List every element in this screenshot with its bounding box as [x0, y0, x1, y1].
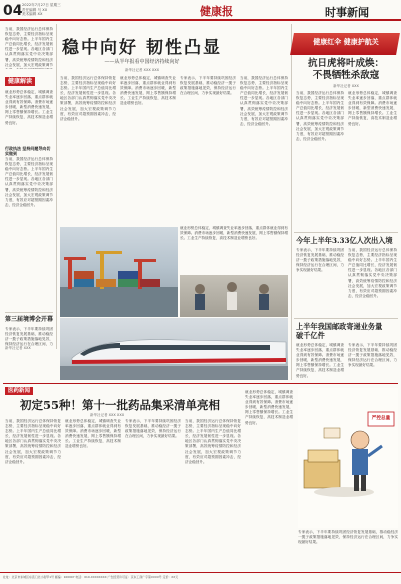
feature-byline: 新华社记者 XXX [333, 84, 359, 88]
lead-body-col-2: 就业形势总体稳定，城镇调查失业率逐步回落，重点群体就业得到有效保障。消费市场逐步回暖，新型消费快速发展，网上零售额保持增长。工业生产持续恢复，高技术制造业增势良好。 [120, 76, 176, 106]
bottom-section-tag: 医药新闻 [5, 387, 33, 395]
bottom-text-col-4: 当前，我国经济运行总体保持恢复态势，主要经济指标呈现稳中向好态势。上半年国内生产总值同比增长，经济发展韧性进一步显现。各地区各部门认真贯彻落实党中央决策部署，高效统筹疫情防控和经济社会发展，加大宏观政策调节力度，有效应对超预期因素冲击，经济企稳回升。 [185, 419, 241, 464]
entry-exit-headline: 今年上半年3.33亿人次出入境 [296, 236, 393, 245]
lead-headline: 稳中向好 韧性凸显 [62, 38, 222, 58]
bottom-text-col-3: 专家表示，下半年要持续巩固经济恢复发展基础，推动稳经济一揽子政策措施落地见效，保持经济运行在合理区间，力争实现最好结果。 [125, 419, 181, 439]
footer-text: 社址：北京市东城区东直门北小街甲1号 邮编：100007 电话：010-XXXXXXXX 广告经营许可证：京东工商广字第XXXX号 定价：XX元 [3, 575, 179, 579]
lead-byline: 新华社记者 XXX XXX [124, 68, 160, 72]
cartoon-sign-text: 严控总量 [371, 416, 391, 421]
date-block [22, 3, 61, 17]
port-photo-graphic [60, 227, 178, 317]
left-subhead: 行政执法 坚持问题导向切实做到 [5, 146, 51, 156]
expo-headline: 第三届境博会开幕 [5, 316, 54, 323]
designer-line: 美术编辑 XX [22, 12, 43, 17]
bottom-text-col-5: 就业形势总体稳定，城镇调查失业率逐步回落，重点群体就业得到有效保障。消费市场逐步回暖，新型消费快速发展，网上零售额保持增长。工业生产持续恢复，高技术制造业增势良好。 [245, 390, 293, 425]
bottom-section-rule [3, 383, 398, 384]
lead-deck: ——从半年报看中国经济持续向好 [104, 59, 180, 65]
expo-byline: 新华社记者 XXX [5, 346, 31, 350]
feature-banner-text: 健康红伞 健康护航关 [313, 38, 379, 46]
postal-headline-2: 破千亿件 [296, 331, 325, 340]
bottom-text-col-2: 就业形势总体稳定，城镇调查失业率逐步回落，重点群体就业得到有效保障。消费市场逐步回暖，新型消费快速发展，网上零售额保持增长。工业生产持续恢复，高技术制造业增势良好。 [65, 419, 121, 449]
page-number: 04 [3, 3, 23, 19]
editor-line: 责任编辑 马 XX [22, 7, 48, 12]
cartoon-illustration [298, 388, 398, 528]
postal-text-col-2: 专家表示，下半年要持续巩固经济恢复发展基础，推动稳经济一揽子政策措施落地见效，保持经济运行在合理区间，力争实现最好结果。 [348, 343, 397, 368]
left-rule [5, 312, 53, 313]
train-graphic [60, 318, 288, 380]
expo-body-text: 专家表示，下半年要持续巩固经济恢复发展基础，推动稳经济一揽子政策措施落地见效，保持经济运行在合理区间，力 [5, 327, 53, 347]
right-rule-1 [294, 232, 398, 233]
right-divider [291, 24, 292, 380]
entry-exit-text-col-2: 当前，我国经济运行总体保持恢复态势，主要经济指标呈现稳中向好态势。上半年国内生产总值同比增长，经济发展韧性进一步显现。各地区各部门认真贯彻落实党中央决策部署，高效统筹疫情防控和经济社会发展，加大宏观政策调节力度，有效应对超预期因素冲击，经济企稳回升。 [348, 248, 397, 298]
lead-body-col-1: 当前，我国经济运行总体保持恢复态势，主要经济指标呈现稳中向好态势。上半年国内生产总值同比增长，经济发展韧性进一步显现。各地区各部门认真贯彻落实党中央决策部署，高效统筹疫情防控和经济社会发展，加大宏观政策调节力度，有效应对超预期因素冲击，经济企稳回升。 [60, 76, 116, 121]
port-photo [60, 227, 178, 317]
newspaper-logo: 健康报 [200, 5, 233, 18]
feature-text-col-2: 就业形势总体稳定，城镇调查失业率逐步回落，重点群体就业得到有效保障。消费市场逐步回暖，新型消费快速发展，网上零售额保持增长。工业生产持续恢复，高技术制造业增势良好。 [348, 91, 397, 126]
bottom-headline: 初定55种！第十一批药品集采清单亮相 [20, 398, 221, 412]
postal-headline-1: 上半年我国邮政寄递业务量 [296, 322, 383, 331]
bottom-text-col-1: 当前，我国经济运行总体保持恢复态势，主要经济指标呈现稳中向好态势。上半年国内生产总值同比增长，经济发展韧性进一步显现。各地区各部门认真贯彻落实党中央决策部署，高效统筹疫情防控和经济社会发展，加大宏观政策调节力度，有效应对超预期因素冲击，经济企稳回升。 [5, 419, 61, 464]
masthead-rule [0, 19, 401, 21]
left-column-text: 当前，我国经济运行总体保持恢复态势，主要经济指标呈现稳中向好态势。上半年国内生产总值同比增长，经济发展韧性进一步显现。各地区各部门认真贯彻落实党中央决策部署，高效统筹疫情防控和经济社会发展，加大宏观政策调节力度，有效应对超预期因素冲击，经济企稳回升。 [5, 157, 53, 207]
train-photo [60, 318, 288, 380]
feature-headline-1: 抗日虎将叶成焕： [307, 58, 384, 69]
feature-headline-2: 不畏牺牲杀敌寇 [312, 70, 380, 81]
left-section-tag: 健康解读 [5, 77, 35, 86]
lead-body-col-5: 就业形势总体稳定，城镇调查失业率逐步回落，重点群体就业得到有效保障。消费市场逐步回暖，新型消费快速发展，网上零售额保持增长。工业生产持续恢复，高技术制造业增势良好。 [180, 226, 288, 241]
footer-rule [0, 572, 401, 573]
entry-exit-text-col-1: 专家表示，下半年要持续巩固经济恢复发展基础，推动稳经济一揽子政策措施落地见效，保持经济运行在合理区间，力争实现最好结果。 [296, 248, 344, 273]
left-intro-text: 当前，我国经济运行总体保持恢复态势，主要经济指标呈现稳中向好态势。上半年国内生产总值同比增长，经济发展韧性进一步显现。各地区各部门认真贯彻落实党中央决策部署，高效统筹疫情防控和经济社会发展，加大宏观政策调节 [5, 27, 53, 67]
workshop-graphic [180, 275, 288, 317]
left-body-text: 就业形势总体稳定，城镇调查失业率逐步回落，重点群体就业得到有效保障。消费市场逐步回暖，新型消费快速发展，网上零售额保持增长。工业生产持续恢复，高技术制造业增势良好。 [5, 90, 53, 125]
column-divider [56, 24, 57, 349]
right-rule-2 [294, 318, 398, 319]
lead-body-col-3: 专家表示，下半年要持续巩固经济恢复发展基础，推动稳经济一揽子政策措施落地见效，保持经济运行在合理区间，力争实现最好结果。 [180, 76, 236, 96]
cartoon-graphic [298, 388, 398, 528]
date-line: 2022年7月27日 星期三 [22, 3, 61, 7]
cartoon-caption: 专家表示，下半年要持续巩固经济恢复发展基础，推动稳经济一揽子政策措施落地见效，保持经济运行在合理区间，力争实现最好结果。 [298, 530, 398, 545]
lead-body-col-4: 当前，我国经济运行总体保持恢复态势，主要经济指标呈现稳中向好态势。上半年国内生产总值同比增长，经济发展韧性进一步显现。各地区各部门认真贯彻落实党中央决策部署，高效统筹疫情防控和经济社会发展，加大宏观政策调节力度，有效应对超预期因素冲击，经济企稳回升。 [240, 76, 288, 126]
postal-text-col-1: 就业形势总体稳定，城镇调查失业率逐步回落，重点群体就业得到有效保障。消费市场逐步回暖，新型消费快速发展，网上零售额保持增长。工业生产持续恢复，高技术制造业增势良好。 [296, 343, 344, 378]
feature-text-col-1: 当前，我国经济运行总体保持恢复态势，主要经济指标呈现稳中向好态势。上半年国内生产总值同比增长，经济发展韧性进一步显现。各地区各部门认真贯彻落实党中央决策部署，高效统筹疫情防控和经济社会发展，加大宏观政策调节力度，有效应对超预期因素冲击，经济企稳回升。 [296, 91, 344, 141]
bottom-byline: 新华社记者 XXX XXX [90, 413, 125, 417]
section-title: 时事新闻 [325, 6, 369, 19]
workshop-photo [180, 275, 288, 317]
